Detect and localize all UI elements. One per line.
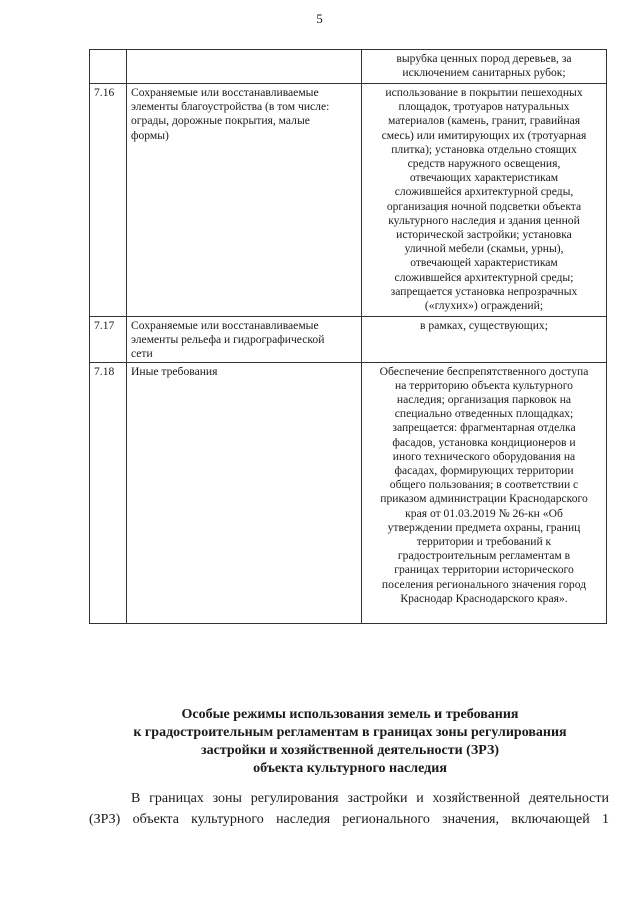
element-cell: Сохраняемые или восстанавливаемые элементы благоустройства (в том числе: ограды, дорожные покрытия, малые формы) <box>127 84 362 317</box>
body-paragraph <box>89 788 609 830</box>
requirement-cell: в рамках, существующих; <box>362 317 607 363</box>
element-cell: Иные требования <box>127 362 362 623</box>
requirement-cell: использование в покрытии пешеходных площадок, тротуаров натуральных материалов (камень, гранит, гравийная смесь) или имитирующих их (тротуарная плитка); установка отдельно стоящих средств наружного освещения, отвечающих характеристикам сложившейся архитектурной среды, организация ночной подсветки объекта культурного наследия и здания ценной исторической застройки; установка уличной мебели (скамьи, урны), отвечающей характеристикам сложившейся архитектурной среды; запрещается установка непрозрачных («глухих») ограждений; <box>362 84 607 317</box>
element-cell <box>127 50 362 84</box>
paragraph-line: В границах зоны регулирования застройки и хозяйственной деятельности <box>131 791 609 806</box>
regulations-table <box>89 49 607 624</box>
requirement-cell: вырубка ценных пород деревьев, за исключением санитарных рубок; <box>362 50 607 84</box>
page-number: 5 <box>316 11 323 26</box>
row-number-cell <box>90 50 127 84</box>
table-row <box>90 317 607 363</box>
paragraph-line: (ЗРЗ) объекта культурного наследия регионального значения, включающей 1 <box>89 812 609 827</box>
element-cell: Сохраняемые или восстанавливаемые элементы рельефа и гидрографической сети <box>127 317 362 363</box>
table-row <box>90 84 607 317</box>
table-row <box>90 50 607 84</box>
row-number-cell: 7.16 <box>90 84 127 317</box>
row-number-cell: 7.18 <box>90 362 127 623</box>
requirement-cell: Обеспечение беспрепятственного доступа на территорию объекта культурного наследия; организация парковок на специально отведенных площадках; запрещается: фрагментарная отделка фасадов, установка кондиционеров и иного технического оборудования на фасадах, формирующих территории общего пользования; в соответствии с приказом администрации Краснодарского края от 01.03.2019 № 26-кн «Об утверждении предмета охраны, границ территории и требований к градостроительным регламентам в границах территории исторического поселения регионального значения город Краснодар Краснодарского края». <box>362 362 607 623</box>
table-row <box>90 362 607 623</box>
row-number-cell: 7.17 <box>90 317 127 363</box>
section-heading: Особые режимы использования земель и требования к градостроительным регламентам в границах зоны регулирования застройки и хозяйственной деятельности (ЗРЗ) объекта культурного наследия <box>133 707 567 776</box>
